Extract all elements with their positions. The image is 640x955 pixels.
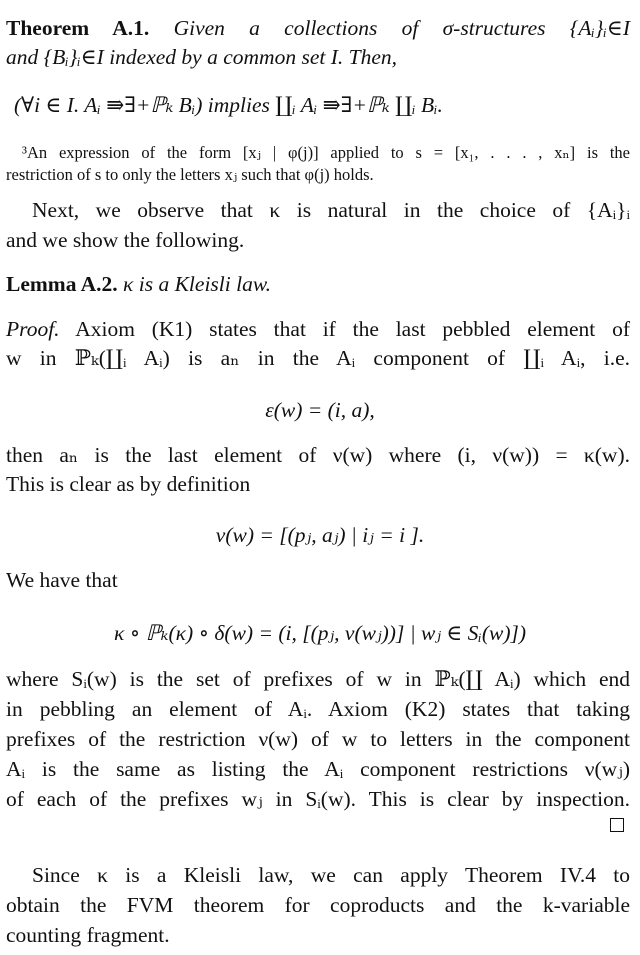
proof-line-6: where Sᵢ(w) is the set of prefixes of w in ℙₖ(∐ Aᵢ) which end — [6, 667, 630, 691]
theorem-line-2 — [6, 43, 630, 71]
proof-line-4: This is clear as by definition — [6, 472, 251, 496]
proof-line-8: prefixes of the restriction ν(w) of w to letters in the component — [6, 727, 630, 751]
equation-epsilon-text: ε(w) = (i, a), — [265, 398, 375, 422]
proof-line-5: We have that — [6, 568, 118, 592]
theorem-label: Theorem A.1. — [6, 16, 150, 40]
proof-line-2: w in ℙₖ(∐ᵢ Aᵢ) is aₙ in the Aᵢ component of ∐ᵢ Aᵢ, i.e. — [6, 346, 630, 370]
para2-line-3: counting fragment. — [6, 923, 170, 947]
theorem-statement-1: Given a collections of σ-structures {Aᵢ}ᵢ∈I — [173, 16, 631, 40]
lemma-heading — [6, 270, 630, 298]
footnote-line-2: restriction of s to only the letters xⱼ such that φ(j) holds. — [6, 165, 374, 184]
equation-kappa-text: κ ∘ ℙₖ(κ) ∘ δ(w) = (i, [(pⱼ, ν(wⱼ))] | wⱼ ∈ Sᵢ(w)]) — [113, 621, 527, 645]
para2-line-2: obtain the FVM theorem for coproducts and the k-variable — [6, 893, 630, 917]
theorem-statement-2: and {Bᵢ}ᵢ∈I indexed by a common set I. Then, — [6, 45, 397, 69]
lemma-text: κ is a Kleisli law. — [123, 272, 271, 296]
qed-square-icon — [610, 818, 624, 832]
proof-line-3: then aₙ is the last element of ν(w) where (i, ν(w)) = κ(w). — [6, 443, 630, 467]
theorem-formula-text: (∀i ∈ I. Aᵢ ⇛∃+ℙₖ Bᵢ) implies ∐ᵢ Aᵢ ⇛∃+ℙₖ ∐ᵢ Bᵢ. — [14, 93, 443, 117]
theorem-line-1 — [6, 14, 630, 42]
proof-line-7: in pebbling an element of Aᵢ. Axiom (K2) states that taking — [6, 697, 630, 721]
proof-line-1 — [6, 315, 630, 343]
para1-line-2: and we show the following. — [6, 228, 245, 252]
proof-line-10: of each of the prefixes wⱼ in Sᵢ(w). This is clear by inspection. — [6, 787, 630, 811]
equation-epsilon — [0, 396, 640, 424]
equation-nu — [0, 521, 640, 549]
proof-line-9: Aᵢ is the same as listing the Aᵢ component restrictions ν(wⱼ) — [6, 757, 630, 781]
proof-text-1: Axiom (K1) states that if the last pebbled element of — [75, 317, 630, 341]
theorem-formula — [14, 91, 630, 119]
equation-kappa — [0, 619, 640, 647]
lemma-label: Lemma A.2. — [6, 272, 118, 296]
equation-nu-text: ν(w) = [(pⱼ, aⱼ) | iⱼ = i ]. — [215, 523, 425, 547]
para1-line-1: Next, we observe that κ is natural in the choice of {Aᵢ}ᵢ — [32, 198, 630, 222]
proof-label: Proof. — [6, 317, 60, 341]
footnote-line-1: ³An expression of the form [xⱼ | φ(j)] applied to s = [x₁, . . . , xₙ] is the — [22, 143, 630, 162]
para2-line-1: Since κ is a Kleisli law, we can apply Theorem IV.4 to — [32, 863, 630, 887]
